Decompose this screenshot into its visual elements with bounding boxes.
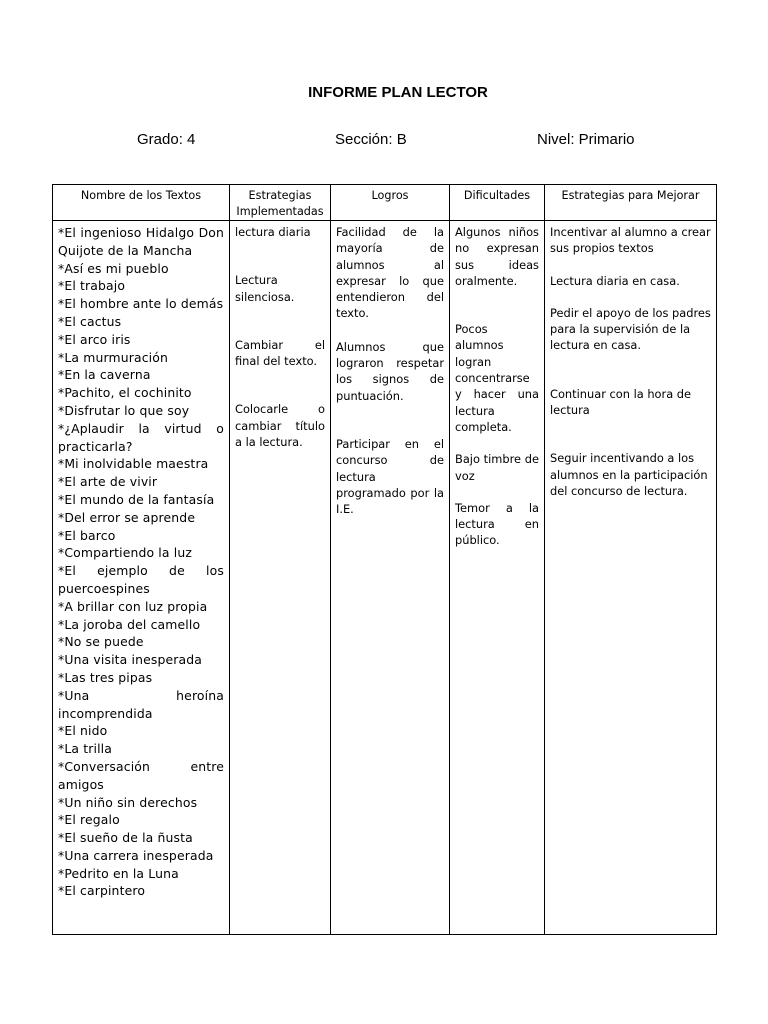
improvement-list	[550, 224, 711, 499]
difficulties-list	[455, 224, 539, 549]
difficulty-item: Algunos niños no expresan sus ideas oralmente.	[455, 225, 539, 288]
strategies-list	[235, 224, 325, 450]
text-title-item: *El mundo de la fantasía	[58, 491, 215, 507]
text-title-item: *El ingenioso Hidalgo Don Quijote de la Mancha	[58, 225, 224, 258]
achievement-item: Participar en el concurso de lectura programado por la I.E.	[336, 436, 444, 517]
strategy-item: Cambiar el final del texto.	[235, 337, 325, 369]
texts-cell	[53, 221, 230, 935]
strategy-item: Colocarle o cambiar título a la lectura.	[235, 402, 325, 450]
text-title-item: *El sueño de la ñusta	[58, 830, 193, 846]
strategy-item: Lectura silenciosa.	[235, 273, 295, 304]
text-title-item: *Compartiendo la luz	[58, 545, 192, 561]
reading-plan-table	[52, 184, 717, 935]
texts-list	[58, 224, 224, 900]
text-title-item: *Así es mi pueblo	[58, 260, 169, 276]
text-title-item: *La trilla	[58, 741, 113, 757]
difficulty-item: Bajo timbre de voz	[455, 452, 539, 483]
level-label: Nivel: Primario	[537, 131, 635, 148]
header-improvement: Estrategias para Mejorar	[545, 185, 717, 221]
text-title-item: *Mi inolvidable maestra	[58, 456, 209, 472]
improvement-item: Seguir incentivando a los alumnos en la participación del concurso de lectura.	[550, 451, 708, 498]
text-title-item: *El carpintero	[58, 883, 146, 899]
difficulty-item: Temor a la lectura en público.	[455, 500, 539, 548]
improvement-item: Continuar con la hora de lectura	[550, 386, 692, 418]
text-title-item: *El arte de vivir	[58, 474, 158, 490]
difficulty-item: Pocos alumnos logran concentrarse y hacer una lectura completa.	[455, 322, 539, 434]
improvement-item: Incentivar al alumno a crear sus propios textos	[550, 225, 711, 256]
text-title-item: *El ejemplo de los puercoespines	[58, 563, 224, 596]
text-title-item: *Una visita inesperada	[58, 652, 203, 668]
achievements-cell	[331, 221, 450, 935]
report-title: INFORME PLAN LECTOR	[308, 84, 488, 101]
text-title-item: *¿Aplaudir la virtud o practicarla?	[58, 420, 224, 454]
strategies-cell	[230, 221, 331, 935]
text-title-item: *El barco	[58, 527, 116, 543]
improvement-cell	[545, 221, 717, 935]
text-title-item: *El cactus	[58, 313, 122, 329]
text-title-item: *A brillar con luz propia	[58, 598, 208, 614]
text-title-item: *No se puede	[58, 634, 144, 650]
achievements-list	[336, 224, 444, 517]
header-difficulties: Dificultades	[450, 185, 545, 221]
text-title-item: *Las tres pipas	[58, 669, 153, 685]
text-title-item: *Un niño sin derechos	[58, 794, 198, 810]
text-title-item: *Disfrutar lo que soy	[58, 402, 190, 418]
text-title-item: *Pachito, el cochinito	[58, 385, 192, 401]
table-row	[53, 221, 717, 935]
header-achievements: Logros	[331, 185, 450, 221]
header-strategies: Estrategias Implementadas	[230, 185, 331, 221]
improvement-item: Pedir el apoyo de los padres para la supervisión de la lectura en casa.	[550, 305, 711, 353]
text-title-item: *Una heroína incomprendida	[58, 687, 224, 721]
table-header-row	[53, 185, 717, 221]
achievement-item: Alumnos que lograron respetar los signos de puntuación.	[336, 339, 444, 403]
text-title-item: *Del error se aprende	[58, 509, 196, 525]
text-title-item: *El trabajo	[58, 278, 126, 294]
text-title-item: *Conversación entre amigos	[58, 758, 224, 792]
header-texts: Nombre de los Textos	[53, 185, 230, 221]
section-label: Sección: B	[335, 131, 407, 148]
text-title-item: *El nido	[58, 723, 108, 739]
text-title-item: *La joroba del camello	[58, 616, 201, 632]
strategy-item: lectura diaria	[235, 225, 311, 239]
improvement-item: Lectura diaria en casa.	[550, 273, 680, 288]
text-title-item: *La murmuración	[58, 349, 168, 365]
text-title-item: *El arco iris	[58, 331, 131, 347]
text-title-item: *Una carrera inesperada	[58, 847, 214, 863]
difficulties-cell	[450, 221, 545, 935]
text-title-item: *En la caverna	[58, 367, 151, 383]
text-title-item: *El regalo	[58, 812, 120, 828]
text-title-item: *Pedrito en la Luna	[58, 865, 179, 881]
achievement-item: Facilidad de la mayoría de alumnos al expresar lo que entendieron del texto.	[336, 225, 444, 321]
text-title-item: *El hombre ante lo demás	[58, 296, 224, 312]
grade-label: Grado: 4	[137, 131, 196, 148]
